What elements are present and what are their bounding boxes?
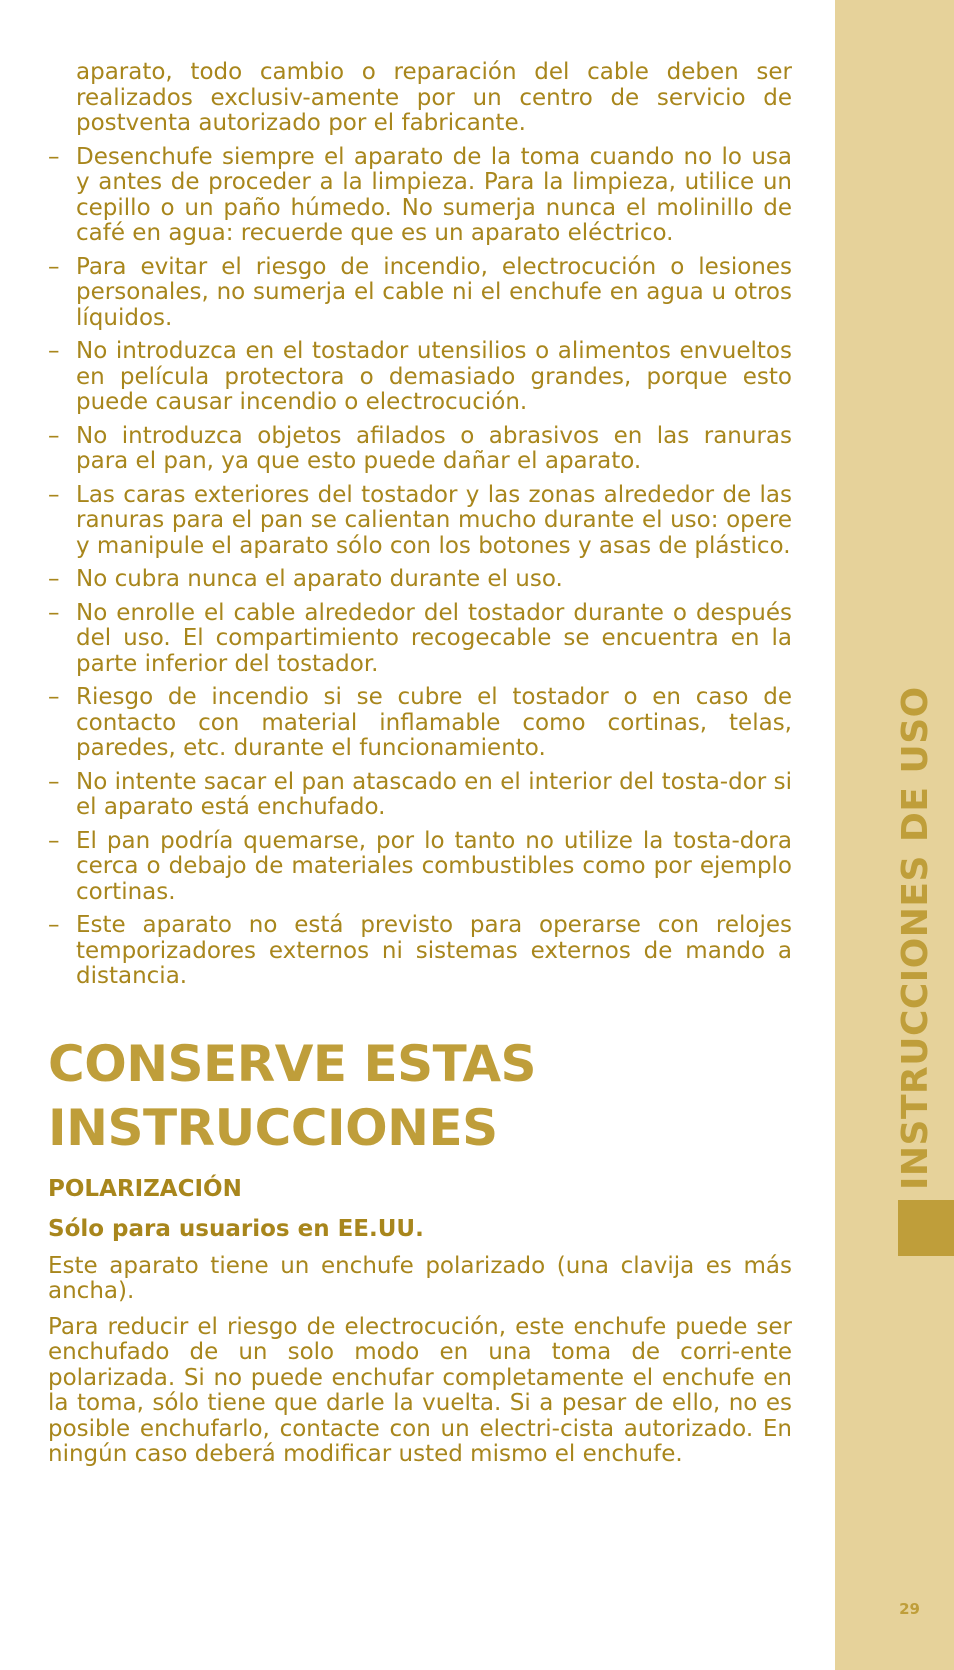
main-heading-line-2: INSTRUCCIONES — [48, 1098, 498, 1157]
sidebar-title: INSTRUCCIONES DE USO — [895, 686, 936, 1190]
list-item: – No enrolle el cable alrededor del tostador durante o después del uso. El compartimiento recogecable se encuentra en la parte inferior del tostador. — [48, 601, 792, 678]
list-item: – No intente sacar el pan atascado en el interior del tosta-dor si el aparato está enchufado. — [48, 770, 792, 821]
list-item: – Este aparato no está previsto para operarse con relojes temporizadores externos ni sistemas externos de mando a distancia. — [48, 913, 792, 990]
main-heading-line-1: CONSERVE ESTAS — [48, 1034, 537, 1093]
section-title: POLARIZACIÓN — [48, 1175, 242, 1202]
list-item: – No introduzca objetos afilados o abrasivos en las ranuras para el pan, ya que esto puede dañar el aparato. — [48, 424, 792, 475]
sidebar-tab-marker — [898, 1200, 954, 1256]
paragraph: Para reducir el riesgo de electrocución, este enchufe puede ser enchufado de un solo modo en una toma de corri-ente polarizada. Si no puede enchufar completamente el enchufe en la toma, sólo tiene que darle la vuelta. Si a pesar de ello, no es posible enchufarlo, contacte con un electri-cista autorizado. En ningún caso deberá modificar usted mismo el enchufe. — [48, 1313, 792, 1467]
main-heading — [48, 1032, 792, 1160]
list-item: – Riesgo de incendio si se cubre el tostador o en caso de contacto con material inflamable como cortinas, telas, paredes, etc. durante el funcionamiento. — [48, 685, 792, 762]
list-item: aparato, todo cambio o reparación del cable deben ser realizados exclusiv-amente por un centro de servicio de postventa autorizado por el fabricante. — [76, 59, 792, 136]
list-item: – El pan podría quemarse, por lo tanto no utilize la tosta-dora cerca o debajo de materiales combustibles como por ejemplo cortinas. — [48, 829, 792, 906]
safety-list — [48, 60, 792, 990]
paragraph: Este aparato tiene un enchufe polarizado (una clavija es más ancha). — [48, 1252, 792, 1304]
list-item: – No cubra nunca el aparato durante el uso. — [48, 567, 792, 593]
list-item: – Las caras exteriores del tostador y las zonas alrededor de las ranuras para el pan se calientan mucho durante el uso: opere y manipule el aparato sólo con los botones y asas de plástico. — [48, 483, 792, 560]
list-item: – Desenchufe siempre el aparato de la toma cuando no lo usa y antes de proceder a la limpieza. Para la limpieza, utilice un cepillo o un paño húmedo. No sumerja nunca el molinillo de café en agua: recuerde que es un aparato eléctrico. — [48, 145, 792, 247]
page-content — [48, 60, 792, 1468]
section-subtitle: Sólo para usuarios en EE.UU. — [48, 1215, 424, 1242]
list-item: – Para evitar el riesgo de incendio, electrocución o lesiones personales, no sumerja el cable ni el enchufe en agua u otros líquidos. — [48, 255, 792, 332]
page-number: 29 — [899, 1600, 920, 1618]
list-item: – No introduzca en el tostador utensilios o alimentos envueltos en película protectora o demasiado grandes, porque esto puede causar incendio o electrocución. — [48, 339, 792, 416]
